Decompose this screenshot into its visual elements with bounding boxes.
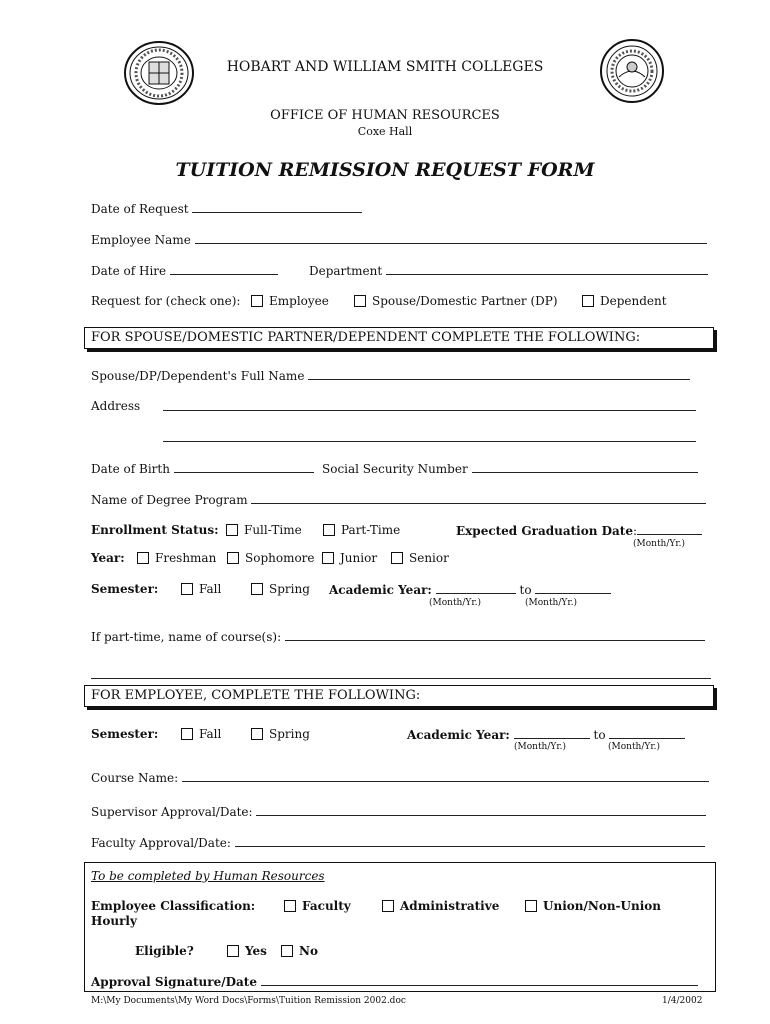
part-time-option[interactable] xyxy=(323,523,400,537)
employee-spring-checkbox[interactable] xyxy=(251,728,263,740)
sophomore-label: Sophomore xyxy=(245,551,315,565)
hr-section-heading: To be completed by Human Resources xyxy=(91,869,325,883)
employee-name-label: Employee Name xyxy=(91,233,191,247)
request-employee-label: Employee xyxy=(269,294,329,308)
approval-label: Approval Signature/Date xyxy=(91,975,257,989)
dependent-academic-year-start-field[interactable] xyxy=(436,582,516,594)
eligible-no-option[interactable] xyxy=(281,944,318,958)
dependent-academic-year-to: to xyxy=(519,583,532,597)
classification-faculty-checkbox[interactable] xyxy=(284,900,296,912)
degree-program-label: Name of Degree Program xyxy=(91,493,248,507)
dependent-name-row xyxy=(91,368,690,383)
dependent-academic-year-row xyxy=(329,582,611,597)
address-line-1-field[interactable] xyxy=(163,399,696,411)
junior-option[interactable] xyxy=(322,551,377,565)
employee-start-hint: (Month/Yr.) xyxy=(514,742,567,752)
dependent-fall-checkbox[interactable] xyxy=(181,583,193,595)
classification-label: Employee Classification: xyxy=(91,899,256,913)
dependent-academic-year-end-field[interactable] xyxy=(535,582,611,594)
expected-grad-hint: (Month/Yr.) xyxy=(633,539,686,549)
expected-grad-field[interactable] xyxy=(637,523,702,535)
date-of-hire-row xyxy=(91,263,278,278)
employee-name-row xyxy=(91,232,707,247)
courses-row xyxy=(91,629,705,644)
employee-academic-year-to: to xyxy=(593,728,606,742)
date-of-request-field[interactable] xyxy=(192,201,362,213)
request-dependent-label: Dependent xyxy=(600,294,667,308)
employee-spring-label: Spring xyxy=(269,727,310,741)
full-time-label: Full-Time xyxy=(244,523,302,537)
dob-label: Date of Birth xyxy=(91,462,170,476)
classification-union-checkbox[interactable] xyxy=(525,900,537,912)
dob-field[interactable] xyxy=(174,461,314,473)
courses-field-2[interactable] xyxy=(91,667,711,679)
request-spouse-label: Spouse/Domestic Partner (DP) xyxy=(372,294,558,308)
dependent-spring-option[interactable] xyxy=(251,582,310,596)
freshman-checkbox[interactable] xyxy=(137,552,149,564)
employee-section-heading: FOR EMPLOYEE, COMPLETE THE FOLLOWING: xyxy=(84,685,714,707)
employee-end-hint: (Month/Yr.) xyxy=(608,742,661,752)
sophomore-option[interactable] xyxy=(227,551,315,565)
courses-field[interactable] xyxy=(285,629,705,641)
department-label: Department xyxy=(309,264,383,278)
supervisor-label: Supervisor Approval/Date: xyxy=(91,805,253,819)
junior-label: Junior xyxy=(340,551,378,565)
office-name: OFFICE OF HUMAN RESOURCES xyxy=(270,108,500,123)
eligible-yes-checkbox[interactable] xyxy=(227,945,239,957)
employee-fall-label: Fall xyxy=(199,727,222,741)
freshman-option[interactable] xyxy=(137,551,216,565)
eligible-no-label: No xyxy=(299,944,318,958)
expected-grad-label: Expected Graduation Date xyxy=(456,524,633,538)
employee-academic-year-end-field[interactable] xyxy=(609,727,685,739)
part-time-label: Part-Time xyxy=(341,523,401,537)
faculty-approval-field[interactable] xyxy=(235,835,705,847)
employee-fall-checkbox[interactable] xyxy=(181,728,193,740)
employee-academic-year-start-field[interactable] xyxy=(514,727,590,739)
classification-administrative-option[interactable] xyxy=(382,899,499,913)
employee-semester-label: Semester: xyxy=(91,727,159,741)
full-time-checkbox[interactable] xyxy=(226,524,238,536)
dependent-fall-option[interactable] xyxy=(181,582,221,596)
degree-program-row xyxy=(91,492,706,507)
part-time-checkbox[interactable] xyxy=(323,524,335,536)
college-name: HOBART AND WILLIAM SMITH COLLEGES xyxy=(226,59,544,75)
dependent-end-hint: (Month/Yr.) xyxy=(525,598,578,608)
ssn-row xyxy=(322,461,698,476)
form-title: TUITION REMISSION REQUEST FORM xyxy=(175,159,595,181)
ssn-label: Social Security Number xyxy=(322,462,468,476)
course-name-label: Course Name: xyxy=(91,771,179,785)
approval-field[interactable] xyxy=(261,974,698,986)
dependent-spring-label: Spring xyxy=(269,582,310,596)
classification-hourly-label: Hourly xyxy=(91,914,137,928)
address-label: Address xyxy=(91,399,141,413)
eligible-yes-option[interactable] xyxy=(227,944,267,958)
request-employee-checkbox[interactable] xyxy=(251,295,263,307)
year-label: Year: xyxy=(91,551,125,565)
eligible-no-checkbox[interactable] xyxy=(281,945,293,957)
date-of-hire-field[interactable] xyxy=(170,263,278,275)
dependent-name-label: Spouse/DP/Dependent's Full Name xyxy=(91,369,305,383)
request-dependent-option[interactable] xyxy=(582,294,667,308)
senior-label: Senior xyxy=(409,551,449,565)
dependent-semester-label: Semester: xyxy=(91,582,159,596)
request-for-row xyxy=(91,294,240,308)
courses-label: If part-time, name of course(s): xyxy=(91,630,282,644)
senior-option[interactable] xyxy=(391,551,449,565)
employee-name-field[interactable] xyxy=(195,232,707,244)
freshman-label: Freshman xyxy=(155,551,217,565)
dependent-start-hint: (Month/Yr.) xyxy=(429,598,482,608)
date-of-request-row xyxy=(91,201,362,216)
full-time-option[interactable] xyxy=(226,523,302,537)
course-name-field[interactable] xyxy=(182,770,709,782)
eligible-yes-label: Yes xyxy=(245,944,267,958)
address-line-2-field[interactable] xyxy=(163,430,696,442)
faculty-approval-row xyxy=(91,835,705,850)
classification-faculty-option[interactable] xyxy=(284,899,351,913)
approval-row xyxy=(91,974,698,989)
dependent-name-field[interactable] xyxy=(308,368,690,380)
employee-academic-year-label: Academic Year: xyxy=(407,728,510,742)
dependent-fall-label: Fall xyxy=(199,582,222,596)
junior-checkbox[interactable] xyxy=(322,552,334,564)
employee-academic-year-row xyxy=(407,727,685,742)
classification-administrative-checkbox[interactable] xyxy=(382,900,394,912)
department-field[interactable] xyxy=(386,263,708,275)
classification-union-label: Union/Non-Union xyxy=(543,899,662,913)
classification-faculty-label: Faculty xyxy=(302,899,351,913)
department-row xyxy=(309,263,708,278)
date-of-request-label: Date of Request xyxy=(91,202,189,216)
classification-administrative-label: Administrative xyxy=(400,899,500,913)
dob-row xyxy=(91,461,314,476)
sophomore-checkbox[interactable] xyxy=(227,552,239,564)
degree-program-field[interactable] xyxy=(251,492,706,504)
supervisor-row xyxy=(91,804,706,819)
ssn-field[interactable] xyxy=(472,461,698,473)
employee-spring-option[interactable] xyxy=(251,727,310,741)
enrollment-status-label: Enrollment Status: xyxy=(91,523,219,537)
dependent-section-heading: FOR SPOUSE/DOMESTIC PARTNER/DEPENDENT COMPLETE THE FOLLOWING: xyxy=(84,327,714,349)
faculty-approval-label: Faculty Approval/Date: xyxy=(91,836,231,850)
request-dependent-checkbox[interactable] xyxy=(582,295,594,307)
request-spouse-option[interactable] xyxy=(354,294,558,308)
footer-date: 1/4/2002 xyxy=(662,996,703,1006)
expected-grad-row: Expected Graduation Date: xyxy=(456,523,702,538)
dependent-academic-year-label: Academic Year: xyxy=(329,583,432,597)
supervisor-field[interactable] xyxy=(256,804,706,816)
building-name: Coxe Hall xyxy=(357,125,413,138)
employee-fall-option[interactable] xyxy=(181,727,221,741)
footer-path: M:\My Documents\My Word Docs\Forms\Tuition Remission 2002.doc xyxy=(91,996,406,1006)
date-of-hire-label: Date of Hire xyxy=(91,264,167,278)
dependent-spring-checkbox[interactable] xyxy=(251,583,263,595)
classification-union-option[interactable] xyxy=(525,899,661,913)
senior-checkbox[interactable] xyxy=(391,552,403,564)
eligible-label: Eligible? xyxy=(135,944,194,958)
request-spouse-checkbox[interactable] xyxy=(354,295,366,307)
request-for-label: Request for (check one): xyxy=(91,294,241,308)
course-name-row xyxy=(91,770,709,785)
request-employee-option[interactable] xyxy=(251,294,329,308)
